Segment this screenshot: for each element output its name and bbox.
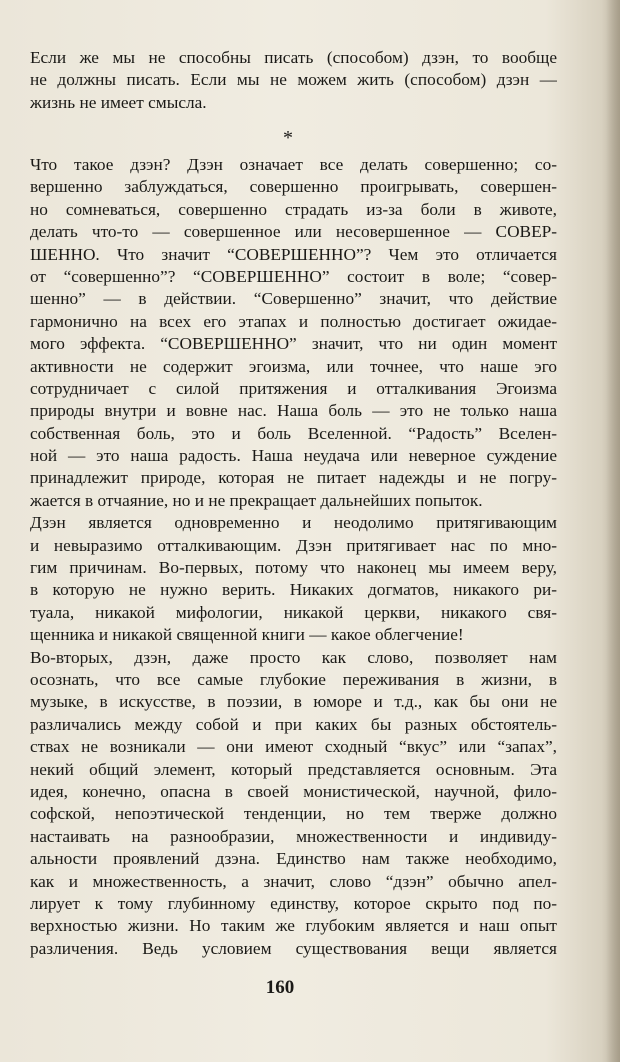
section-separator: * [283,127,293,149]
text-line: Что такое дзэн? Дзэн означает все делать совершенно; со- [30,155,557,174]
text-line: собственная боль, это и боль Вселенной. “Радость” Вселен- [30,423,557,443]
text-line: жизнь не имеет смысла. [30,92,207,112]
page-number: 160 [265,977,295,998]
text-line: Во-вторых, дзэн, даже просто как слово, позволяет нам [30,647,557,667]
text-line: осознать, что все самые глубокие переживания в жизни, в [30,669,557,689]
text-line: ШЕННО. Что значит “СОВЕРШЕННО”? Чем это отличается [30,244,557,264]
text-line: щенника и никакой священной книги — какое облегчение! [30,625,464,645]
text-line: гармонично на всех его этапах и полностью достигает ожидае- [30,311,557,331]
text-line: и невыразимо отталкивающим. Дзэн притягивает нас по мно- [30,535,557,555]
text-line: ной — это наша радость. Наша неудача или неверное суждение [30,446,557,466]
text-line: гим причинам. Во-первых, потому что наконец мы имеем веру, [30,558,557,578]
text-line: Дзэн является одновременно и неодолимо притягивающим [30,513,557,533]
text-line: принадлежит природе, которая не питает надежды и не погру- [30,468,557,488]
text-line: туала, никакой мифологии, никакой церкви, никакого свя- [30,602,557,622]
text-line: альности проявлений дзэна. Единство нам также необходимо, [30,849,557,869]
text-line: лирует к тому глубинному единству, которое скрыто под по- [30,893,557,913]
text-line: не должны писать. Если мы не можем жить (способом) дзэн — [30,70,557,90]
text-line: мого эффекта. “СОВЕРШЕННО” значит, что ни один момент [30,334,557,354]
text-line: идея, конечно, опасна в своей монистической, научной, фило- [30,781,557,801]
text-line: вершенно заблуждаться, совершенно проигрывать, совершен- [30,177,557,197]
text-line: музыке, в искусстве, в поэзии, в юморе и т.д., как бы они не [30,692,557,712]
body-text [30,154,557,960]
text-line: настаивать на разнообразии, множественности и индивиду- [30,826,557,846]
text-line: различались между собой и при каких бы разных обстоятель- [30,714,557,734]
text-line: различения. Ведь условием существования вещи является [30,938,557,958]
text-line: но сомневаться, совершенно страдать из-за боли в животе, [30,199,557,219]
text-line: софской, непоэтической тенденции, но тем тверже должно [30,804,557,824]
text-line: делать что-то — совершенное или несовершенное — СОВЕР- [30,222,557,242]
text-line: от “совершенно”? “СОВЕРШЕННО” состоит в воле; “совер- [30,266,557,286]
text-line: в которую не нужно верить. Никаких догматов, никакого ри- [30,580,557,600]
text-line: природы внутри и вовне нас. Наша боль — это не только наша [30,401,557,421]
text-line: некий общий элемент, который представляется основным. Эта [30,759,557,779]
text-line: верхностью жизни. Но таким же глубоким является и наш опыт [30,916,557,936]
intro-paragraph [30,47,557,114]
text-line: Если же мы не способны писать (способом) дзэн, то вообще [30,48,557,67]
text-line: активности не содержит эгоизма, или точнее, что наше эго [30,356,557,376]
text-line: жается в отчаяние, но и не прекращает дальнейших попыток. [30,490,483,510]
text-line: шенно” — в действии. “Совершенно” значит, что действие [30,289,557,309]
text-line: как и множественность, а значит, слово “дзэн” обычно апел- [30,871,557,891]
text-line: ствах не возникали — они имеют сходный “вкус” или “запах”, [30,737,557,757]
text-line: сотрудничает с силой притяжения и отталкивания Эгоизма [30,378,557,398]
